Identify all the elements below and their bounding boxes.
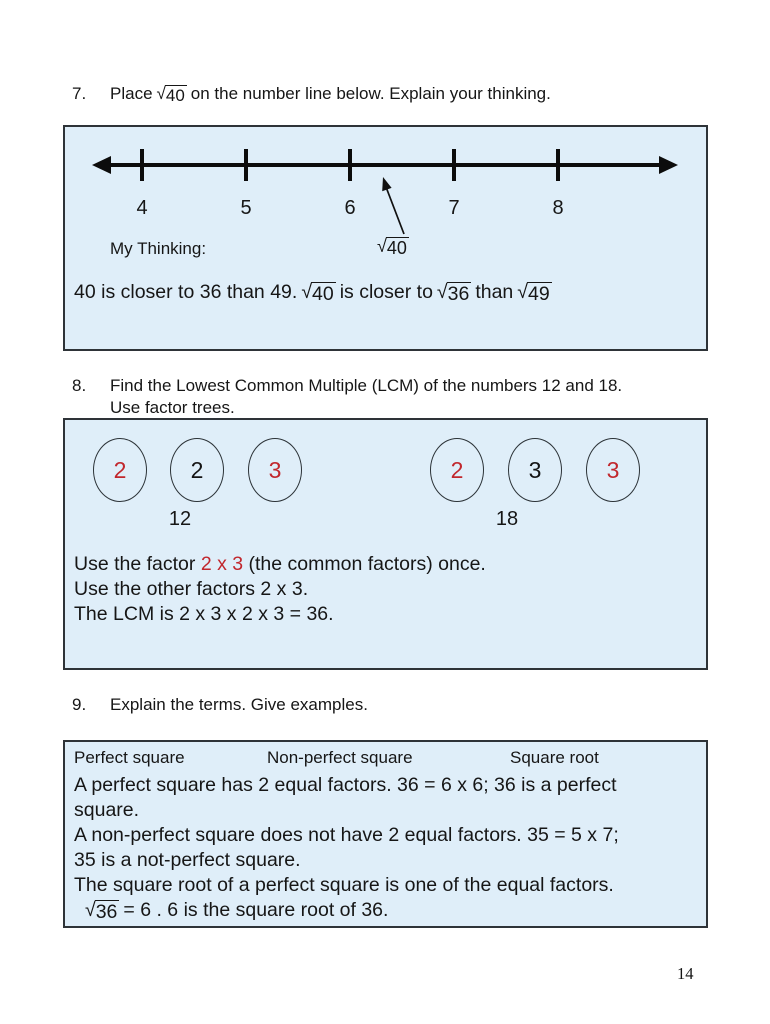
explanation-line: The square root of a perfect square is one of the equal factors. bbox=[74, 874, 614, 896]
radical-sign: √ bbox=[517, 281, 528, 303]
explanation-line: A perfect square has 2 equal factors. 36 = 6 x 6; 36 is a perfect bbox=[74, 774, 617, 796]
question-7-text-pre: Place bbox=[110, 84, 153, 103]
tick-label-7: 7 bbox=[448, 197, 460, 219]
answer-text-1: 40 is closer to 36 than 49. bbox=[74, 281, 298, 303]
radicand: 36 bbox=[447, 283, 470, 305]
answer-text-2: is closer to bbox=[339, 281, 433, 303]
my-thinking-label: My Thinking: bbox=[110, 239, 207, 258]
question-7-prompt bbox=[72, 83, 712, 106]
left-arrowhead-icon bbox=[92, 156, 111, 174]
square-root-example-text: = 6 . 6 is the square root of 36. bbox=[123, 899, 389, 921]
explanation-line: square. bbox=[74, 799, 140, 821]
radicand: 36 bbox=[95, 901, 118, 923]
header-non-perfect-square: Non-perfect square bbox=[267, 748, 413, 767]
sqrt-40-expression bbox=[377, 237, 409, 260]
sqrt-40-expression bbox=[301, 282, 335, 306]
question-7-answer-box bbox=[63, 125, 708, 351]
question-7-answer-text bbox=[74, 280, 699, 306]
common-factors-red: 2 x 3 bbox=[200, 553, 244, 575]
radical-sign: √ bbox=[377, 236, 387, 256]
question-9-number: 9. bbox=[72, 695, 87, 714]
question-7-text-post: on the number line below. Explain your thinking. bbox=[190, 84, 551, 103]
sqrt-36-expression bbox=[437, 282, 471, 306]
pointer-arrowhead-icon bbox=[382, 177, 391, 191]
factor-circle bbox=[586, 438, 640, 502]
tick-label-6: 6 bbox=[344, 197, 356, 219]
radical-sign: √ bbox=[301, 281, 313, 303]
sqrt-49-expression bbox=[517, 282, 551, 306]
question-8-number: 8. bbox=[72, 376, 87, 395]
explanation-line-sqrt bbox=[74, 898, 702, 924]
factor-value: 2 bbox=[190, 457, 204, 483]
page-number: 14 bbox=[677, 964, 694, 983]
factor-value: 3 bbox=[268, 457, 282, 483]
header-perfect-square: Perfect square bbox=[74, 748, 185, 767]
question-9-prompt bbox=[72, 694, 712, 716]
radicand: 40 bbox=[312, 283, 334, 305]
radical-sign: √ bbox=[436, 281, 448, 303]
question-7-text bbox=[110, 83, 551, 106]
question-8-text-line1: Find the Lowest Common Multiple (LCM) of the numbers 12 and 18. bbox=[110, 376, 623, 395]
factor-circle bbox=[508, 438, 562, 502]
radicand: 40 bbox=[386, 238, 407, 258]
lcm-line-2: Use the other factors 2 x 3. bbox=[74, 578, 309, 600]
question-9-answer-box bbox=[63, 740, 708, 928]
question-9-text: Explain the terms. Give examples. bbox=[110, 695, 368, 714]
sqrt-40-pointer-label bbox=[373, 236, 413, 260]
factor-circle bbox=[170, 438, 224, 502]
question-8-answer-box bbox=[63, 418, 708, 670]
sqrt-40-expression bbox=[157, 85, 187, 106]
factor-value: 2 bbox=[450, 457, 464, 483]
radical-sign: √ bbox=[85, 899, 96, 921]
tick-label-4: 4 bbox=[136, 197, 148, 219]
question-9-answer-text bbox=[74, 773, 702, 924]
tick-label-5: 5 bbox=[240, 197, 252, 219]
explanation-line: A non-perfect square does not have 2 equal factors. 35 = 5 x 7; bbox=[74, 824, 619, 846]
factor-value: 3 bbox=[606, 457, 620, 483]
tick-label-8: 8 bbox=[552, 197, 564, 219]
factor-group-label-18: 18 bbox=[495, 508, 519, 530]
factor-group-label-12: 12 bbox=[168, 508, 192, 530]
header-square-root: Square root bbox=[510, 748, 599, 767]
term-headers-row bbox=[65, 748, 706, 772]
radicand: 49 bbox=[527, 283, 550, 305]
sqrt40-pointer-arrow bbox=[382, 177, 404, 234]
question-8-answer-text bbox=[74, 552, 699, 627]
factor-value: 3 bbox=[528, 457, 542, 483]
factor-circle bbox=[430, 438, 484, 502]
question-8-prompt bbox=[72, 375, 712, 419]
lcm-line-1-post: (the common factors) once. bbox=[243, 553, 486, 575]
explanation-line: 35 is a not-perfect square. bbox=[74, 849, 301, 871]
question-8-text-line2: Use factor trees. bbox=[110, 398, 235, 417]
sqrt-36-expression bbox=[85, 900, 119, 924]
lcm-line-1 bbox=[74, 552, 699, 577]
radicand: 40 bbox=[165, 86, 185, 105]
lcm-line-3: The LCM is 2 x 3 x 2 x 3 = 36. bbox=[74, 603, 334, 625]
right-arrowhead-icon bbox=[659, 156, 678, 174]
answer-text-3: than bbox=[475, 281, 514, 303]
factor-circle bbox=[93, 438, 147, 502]
question-7-number: 7. bbox=[72, 84, 87, 103]
number-line-labels bbox=[136, 197, 563, 219]
radical-sign: √ bbox=[156, 84, 166, 103]
factor-circle bbox=[248, 438, 302, 502]
factor-value: 2 bbox=[113, 457, 127, 483]
lcm-line-1-pre: Use the factor bbox=[74, 553, 201, 575]
question-8-text bbox=[110, 375, 622, 419]
